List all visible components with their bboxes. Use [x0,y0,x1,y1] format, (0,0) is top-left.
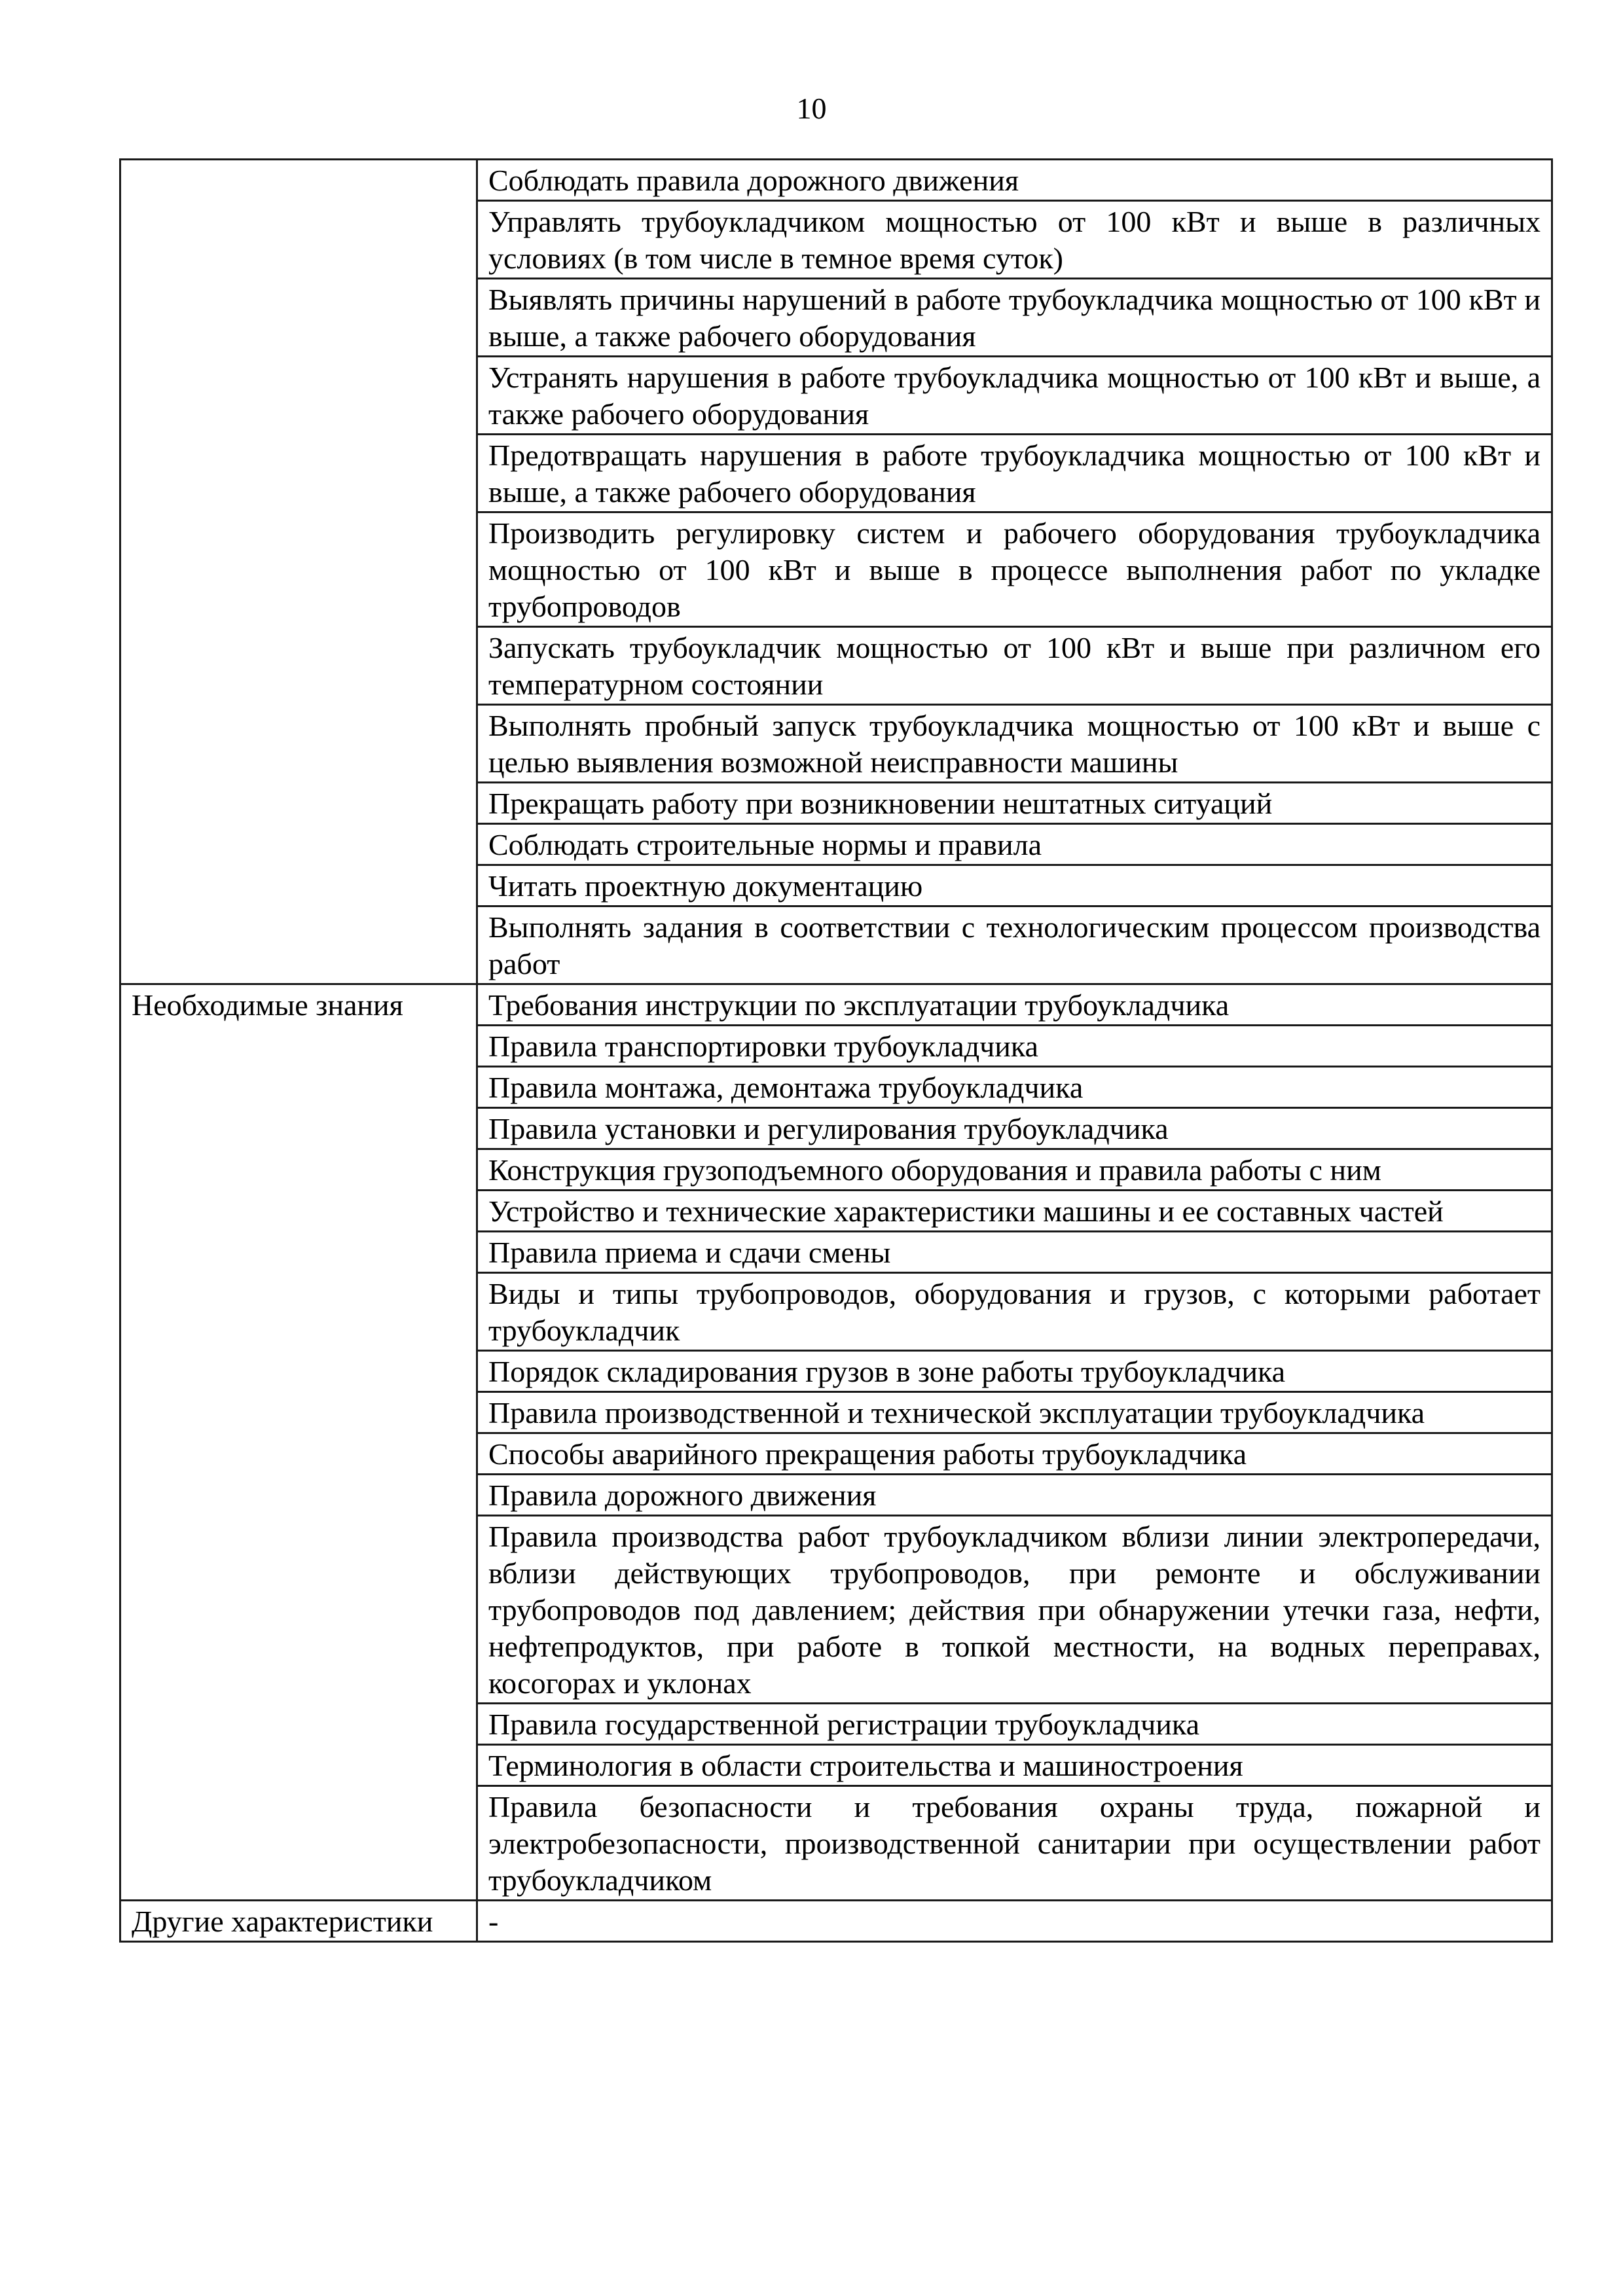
page-number: 10 [796,92,827,125]
requirement-cell: Правила транспортировки трубоукладчика [477,1026,1552,1067]
group-label-cell: Необходимые знания [120,984,477,1901]
requirement-cell: Производить регулировку систем и рабочего оборудования трубоукладчика мощностью от 100 кВт и выше в процессе выполнения работ по укладке трубопроводов [477,512,1552,627]
requirement-cell: Правила производственной и технической эксплуатации трубоукладчика [477,1392,1552,1433]
requirement-cell: - [477,1901,1552,1942]
requirement-cell: Прекращать работу при возникновении нештатных ситуаций [477,783,1552,824]
table-row [120,984,1552,1026]
requirement-cell: Предотвращать нарушения в работе трубоукладчика мощностью от 100 кВт и выше, а также рабочего оборудования [477,435,1552,512]
requirement-cell: Соблюдать правила дорожного движения [477,160,1552,201]
requirement-cell: Выполнять пробный запуск трубоукладчика мощностью от 100 кВт и выше с целью выявления возможной неисправности машины [477,705,1552,783]
group-label-cell [120,160,477,984]
requirement-cell: Способы аварийного прекращения работы трубоукладчика [477,1433,1552,1475]
requirement-cell: Устранять нарушения в работе трубоукладчика мощностью от 100 кВт и выше, а также рабочего оборудования [477,357,1552,435]
requirement-cell: Правила государственной регистрации трубоукладчика [477,1704,1552,1745]
requirement-cell: Конструкция грузоподъемного оборудования и правила работы с ним [477,1149,1552,1191]
requirement-cell: Требования инструкции по эксплуатации трубоукладчика [477,984,1552,1026]
requirement-cell: Правила безопасности и требования охраны труда, пожарной и электробезопасности, производственной санитарии при осуществлении работ трубоукладчиком [477,1786,1552,1901]
requirement-cell: Читать проектную документацию [477,865,1552,906]
requirement-cell: Соблюдать строительные нормы и правила [477,824,1552,865]
table-row [120,1901,1552,1942]
requirement-cell: Выявлять причины нарушений в работе трубоукладчика мощностью от 100 кВт и выше, а также рабочего оборудования [477,279,1552,357]
table-row [120,160,1552,201]
requirement-cell: Правила установки и регулирования трубоукладчика [477,1108,1552,1149]
competency-table-body [120,160,1552,1942]
requirement-cell: Выполнять задания в соответствии с технологическим процессом производства работ [477,906,1552,984]
requirement-cell: Виды и типы трубопроводов, оборудования и грузов, с которыми работает трубоукладчик [477,1273,1552,1351]
requirement-cell: Запускать трубоукладчик мощностью от 100 кВт и выше при различном его температурном состоянии [477,627,1552,705]
requirement-cell: Правила дорожного движения [477,1475,1552,1516]
requirement-cell: Порядок складирования грузов в зоне работы трубоукладчика [477,1351,1552,1392]
competency-table [119,158,1553,1943]
requirement-cell: Устройство и технические характеристики машины и ее составных частей [477,1191,1552,1232]
requirement-cell: Правила приема и сдачи смены [477,1232,1552,1273]
requirement-cell: Правила монтажа, демонтажа трубоукладчика [477,1067,1552,1108]
group-label-cell: Другие характеристики [120,1901,477,1942]
requirement-cell: Правила производства работ трубоукладчиком вблизи линии электропередачи, вблизи действующих трубопроводов, при ремонте и обслуживании трубопроводов под давлением; действия при обнаружении утечки газа, нефти, нефтепродуктов, при работе в топкой местности, на водных переправах, косогорах и уклонах [477,1516,1552,1704]
requirement-cell: Терминология в области строительства и машиностроения [477,1745,1552,1786]
requirement-cell: Управлять трубоукладчиком мощностью от 100 кВт и выше в различных условиях (в том числе в темное время суток) [477,201,1552,279]
